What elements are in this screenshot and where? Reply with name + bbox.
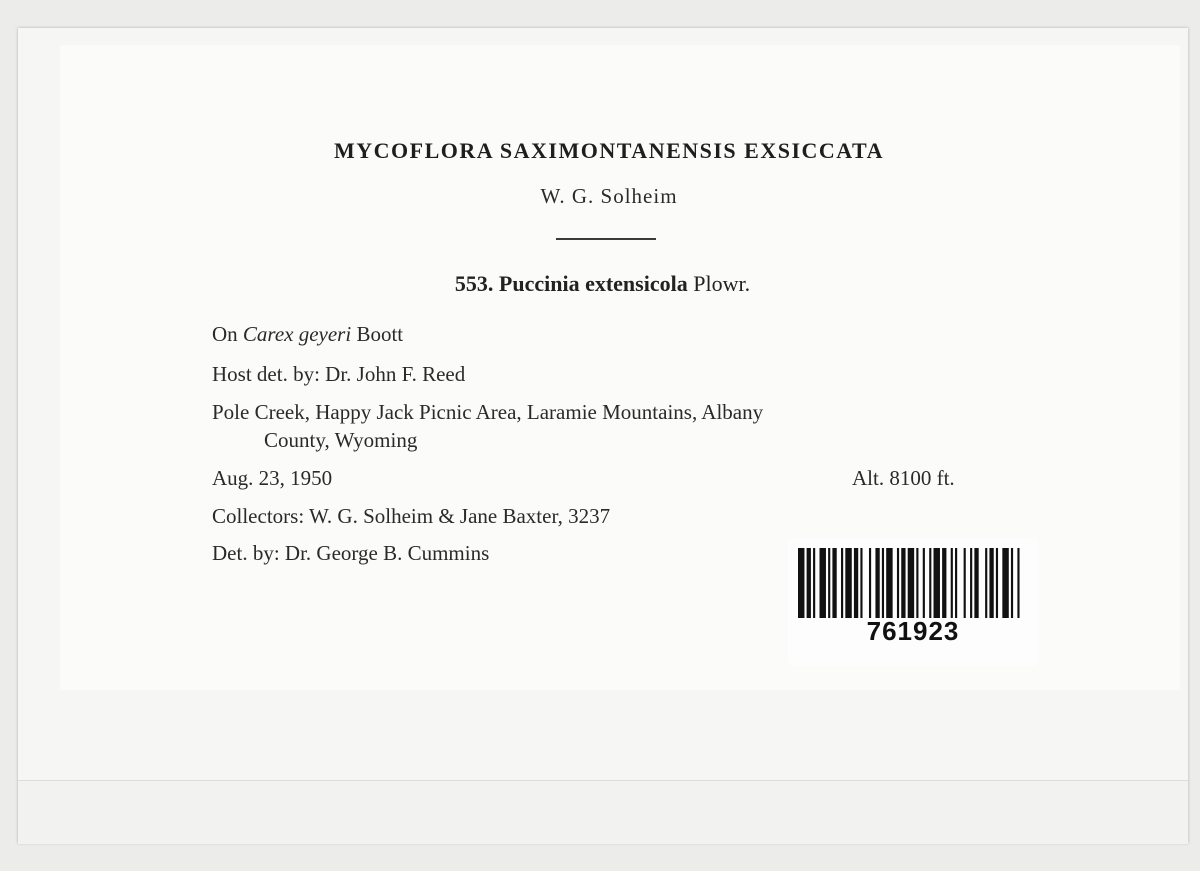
barcode-icon bbox=[798, 548, 1026, 618]
locality-line-1: Pole Creek, Happy Jack Picnic Area, Laramie Mountains, Albany bbox=[212, 400, 764, 424]
host-line bbox=[212, 322, 403, 347]
series-title: MYCOFLORA SAXIMONTANENSIS EXSICCATA bbox=[333, 138, 884, 163]
locality-line-2: County, Wyoming bbox=[264, 428, 418, 452]
barcode-number: 761923 bbox=[866, 616, 960, 646]
envelope-flap bbox=[18, 780, 1188, 844]
header-divider bbox=[556, 238, 656, 240]
taxon-name: Puccinia extensicola bbox=[498, 271, 688, 296]
series-editor: W. G. Solheim bbox=[540, 184, 678, 208]
host-name: Carex geyeri bbox=[242, 322, 352, 346]
determiner: Det. by: Dr. George B. Cummins bbox=[212, 541, 490, 565]
species-line bbox=[0, 271, 1200, 297]
altitude: Alt. 8100 ft. bbox=[852, 466, 955, 490]
host-author: Boott bbox=[356, 322, 404, 346]
collectors: Collectors: W. G. Solheim & Jane Baxter, 3237 bbox=[212, 504, 611, 528]
taxon-author: Plowr. bbox=[693, 271, 751, 296]
collection-date: Aug. 23, 1950 bbox=[212, 466, 333, 490]
host-determiner: Host det. by: Dr. John F. Reed bbox=[212, 362, 466, 386]
host-prefix: On bbox=[212, 322, 238, 346]
barcode-sticker bbox=[788, 538, 1038, 666]
specimen-number: 553. bbox=[454, 271, 494, 296]
